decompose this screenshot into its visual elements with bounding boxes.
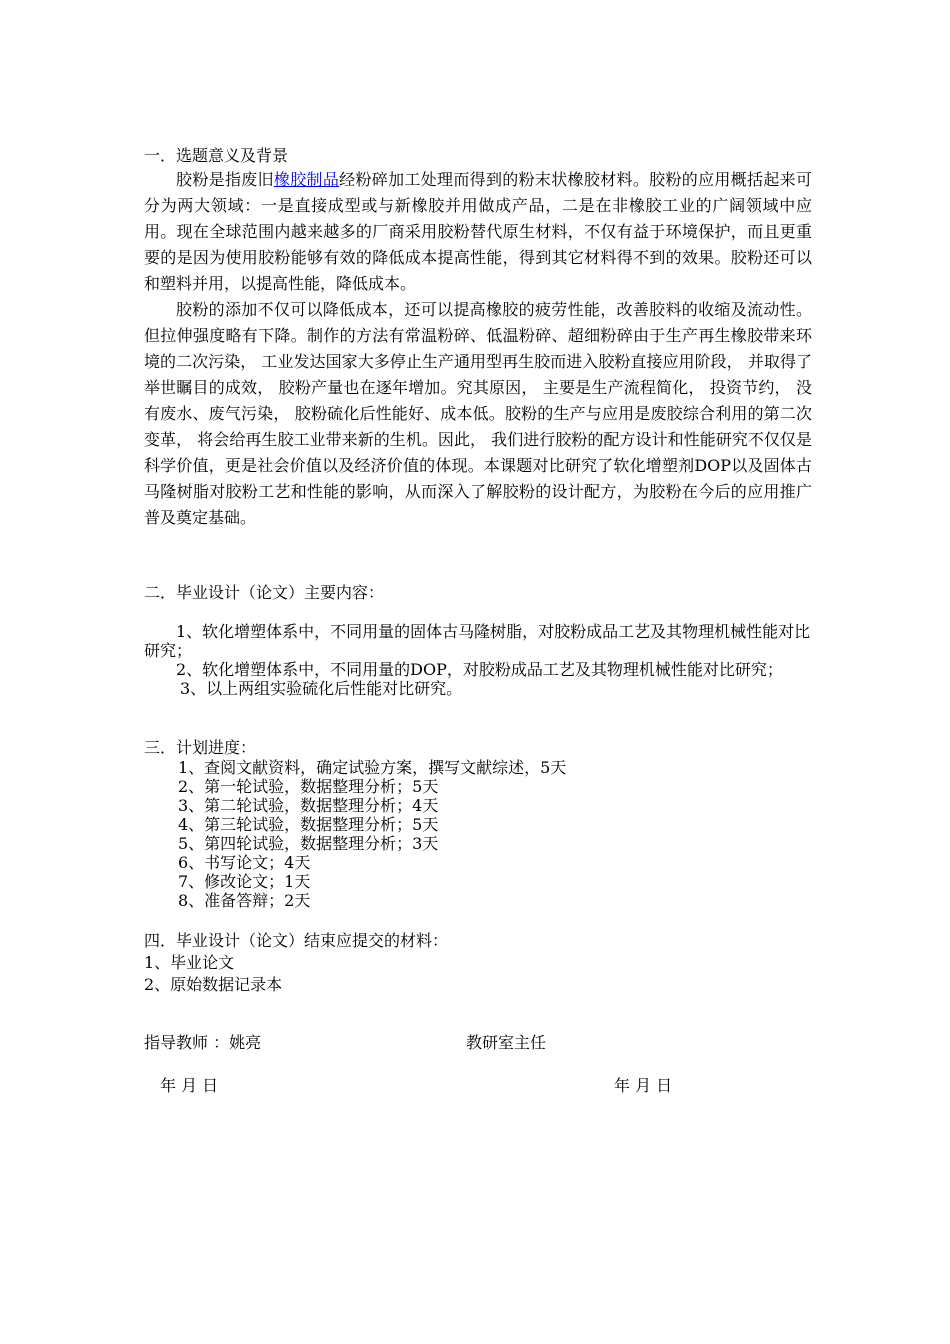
plan-item: 1、查阅文献资料，确定试验方案，撰写文献综述，5天 xyxy=(178,758,567,777)
plan-item: 3、第二轮试验，数据整理分析；4天 xyxy=(178,796,439,815)
content-item: 3、以上两组实验硫化后性能对比研究。 xyxy=(180,679,463,698)
content-item: 1、软化增塑体系中，不同用量的固体古马隆树脂，对胶粉成品工艺及其物理机械性能对比研究； xyxy=(144,622,811,660)
plan-item: 4、第三轮试验，数据整理分析；5天 xyxy=(178,815,439,834)
plan-item: 2、第一轮试验，数据整理分析；5天 xyxy=(178,777,439,796)
paragraph-1 xyxy=(144,167,812,297)
section-1 xyxy=(144,145,812,531)
plan-item: 5、第四轮试验，数据整理分析；3天 xyxy=(178,834,439,853)
section-3 xyxy=(144,738,812,910)
advisor-date: 年 月 日 xyxy=(160,1076,219,1095)
advisor-signature: 指导教师 ：姚亮 xyxy=(144,1033,262,1052)
material-item: 1、毕业论文 xyxy=(144,953,235,972)
plan-item: 6、书写论文；4天 xyxy=(178,853,311,872)
plan-item: 7、修改论文；1天 xyxy=(178,872,311,891)
rubber-products-link[interactable]: 橡胶制品 xyxy=(273,170,340,189)
section-2-list xyxy=(144,622,812,698)
section-2-heading: 二．毕业设计（论文）主要内容： xyxy=(144,583,385,602)
director-date: 年 月 日 xyxy=(614,1076,673,1095)
section-1-body xyxy=(144,167,812,531)
content-item: 2、软化增塑体系中，不同用量的DOP，对胶粉成品工艺及其物理机械性能对比研究； xyxy=(176,660,783,679)
section-4 xyxy=(144,930,812,996)
material-item: 2、原始数据记录本 xyxy=(144,975,283,994)
section-2 xyxy=(144,582,812,604)
plan-item: 8、准备答辩；2天 xyxy=(178,891,311,910)
paragraph-1-rest: 经粉碎加工处理而得到的粉末状橡胶材料。胶粉的应用概括起来可分为两大领域：一是直接成型或与新橡胶并用做成产品，二是在非橡胶工业的广阔领域中应用。现在全球范围内越来越多的厂商采用胶粉替代原生材料，不仅有益于环境保护，而且更重要的是因为使用胶粉能够有效的降低成本提高性能，得到其它材料得不到的效果。胶粉还可以和塑料并用，以提高性能，降低成本。 xyxy=(144,170,812,293)
section-1-heading: 一．选题意义及背景 xyxy=(144,146,289,165)
director-signature: 教研室主任 xyxy=(466,1033,547,1052)
section-4-heading: 四．毕业设计（论文）结束应提交的材料： xyxy=(144,931,449,950)
paragraph-1-start: 胶粉是指废旧 xyxy=(176,170,274,189)
section-3-heading: 三．计划进度： xyxy=(144,738,257,757)
paragraph-2: 胶粉的添加不仅可以降低成本，还可以提高橡胶的疲劳性能，改善胶料的收缩及流动性。但拉伸强度略有下降。制作的方法有常温粉碎、低温粉碎、超细粉碎由于生产再生橡胶带来环境的二次污染， 工业发达国家大多停止生产通用型再生胶而进入胶粉直接应用阶段， 并取得了举世瞩目的成效， 胶粉产量也在逐年增加。究其原因， 主要是生产流程简化， 投资节约， 没有废水、废气污染， 胶粉硫化后性能好、成本低。胶粉的生产与应用是废胶综合利用的第二次变革， 将会给再生胶工业带来新的生机。因此， 我们进行胶粉的配方设计和性能研究不仅仅是科学价值，更是社会价值以及经济价值的体现。本课题对比研究了软化增塑剂DOP以及固体古马隆树脂对胶粉工艺和性能的影响，从而深入了解胶粉的设计配方，为胶粉在今后的应用推广普及奠定基础。 xyxy=(144,300,812,527)
